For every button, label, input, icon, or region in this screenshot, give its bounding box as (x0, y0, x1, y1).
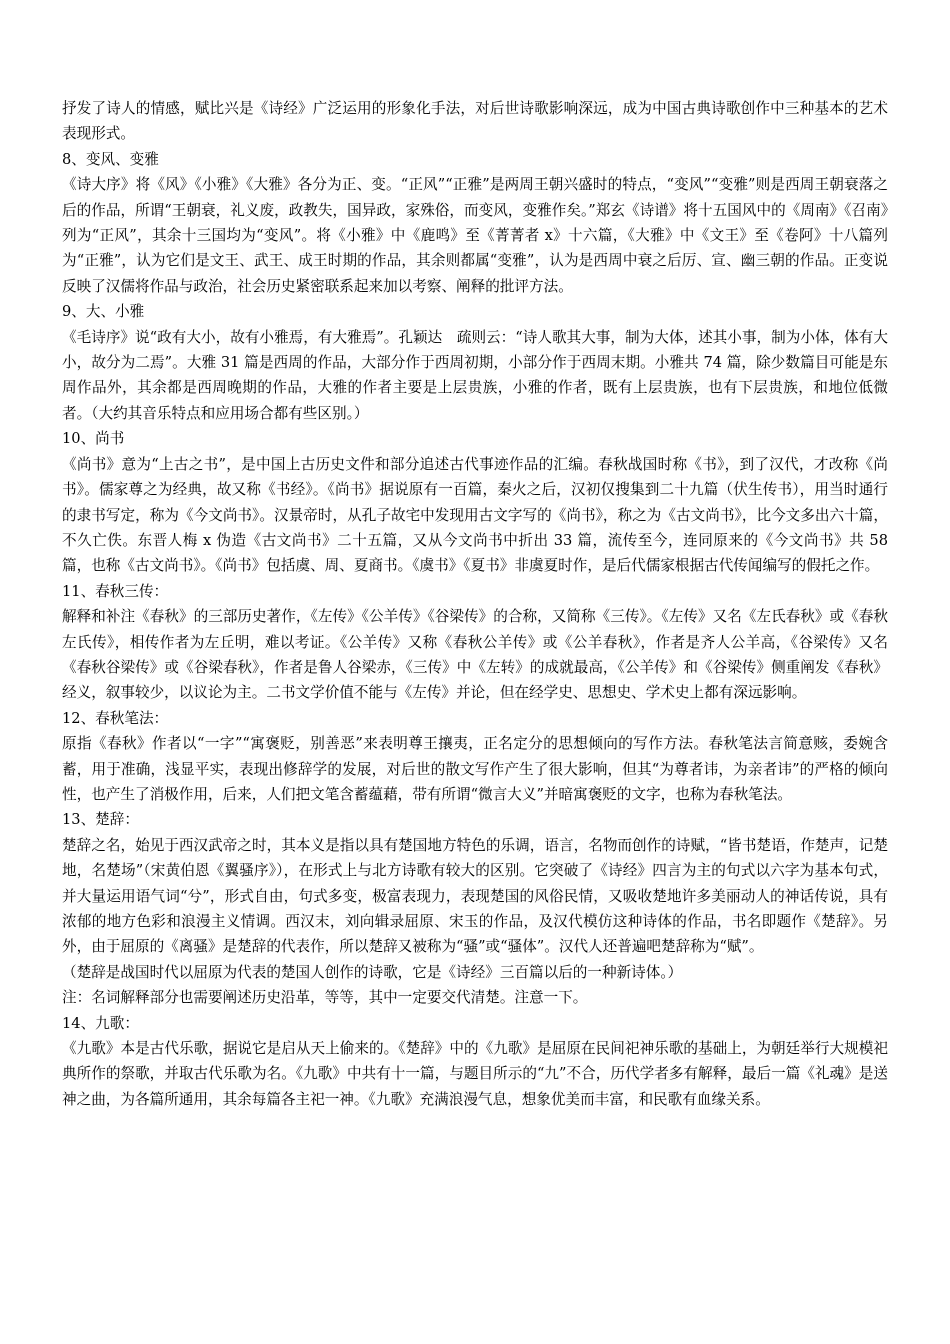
paragraph: 抒发了诗人的情感，赋比兴是《诗经》广泛运用的形象化手法，对后世诗歌影响深远，成为中国古典诗歌创作中三种基本的艺术表现形式。 (62, 100, 888, 143)
paragraph: 《诗大序》将《风》《小雅》《大雅》各分为正、变。“正风”“正雅”是两周王朝兴盛时的特点，“变风”“变雅”则是西周王朝衰落之后的作品，所谓“王朝衰，礼义废，政教失，国异政，家殊俗，而变风，变雅作矣。”郑玄《诗谱》将十五国风中的《周南》《召南》列为“正风”，其余十三国均为“变风”。将《小雅》中《鹿鸣》至《菁菁者 x》十六篇，《大雅》中《文王》至《卷阿》十八篇列为“正雅”，认为它们是文王、武王、成王时期的作品，其余则都属“变雅”，认为是西周中衰之后厉、宣、幽三朝的作品。正变说反映了汉儒将作品与政治，社会历史紧密联系起来加以考察、阐释的批评方法。 (62, 176, 888, 295)
section-heading: 11、春秋三传： (62, 582, 169, 600)
paragraph: 楚辞之名，始见于西汉武帝之时，其本义是指以具有楚国地方特色的乐调，语言，名物而创作的诗赋，“皆书楚语，作楚声，记楚地，名楚场”（宋黄伯恩《翼骚序》），在形式上与北方诗歌有较大的区别。它突破了《诗经》四言为主的句式以六字为基本句式，并大量运用语气词“兮”，形式自由，句式多变，极富表现力，表现楚国的风俗民情，又吸收楚地许多美丽动人的神话传说，具有浓郁的地方色彩和浪漫主义情调。西汉末，刘向辑录屈原、宋玉的作品，及汉代模仿这种诗体的作品，书名即题作《楚辞》。另外，由于屈原的《离骚》是楚辞的代表作，所以楚辞又被称为“骚”或“骚体”。汉代人还普遍吧楚辞称为“赋”。 (62, 836, 888, 956)
section-heading: 10、尚书 (62, 430, 125, 448)
section-heading: 9、大、小雅 (62, 303, 145, 321)
note-paragraph: 注：名词解释部分也需要阐述历史沿革，等等，其中一定要交代清楚。注意一下。 (62, 989, 588, 1007)
section-heading: 13、楚辞： (62, 811, 139, 829)
paragraph: 《尚书》意为“上古之书”，是中国上古历史文件和部分追述古代事迹作品的汇编。春秋战国时称《书》，到了汉代，才改称《尚书》。儒家尊之为经典，故又称《书经》。《尚书》据说原有一百篇，秦火之后，汉初仅搜集到二十九篇（伏生传书），用当时通行的隶书写定，称为《今文尚书》。汉景帝时，从孔子故宅中发现用古文字写的《尚书》，称之为《古文尚书》，比今文多出六十篇，不久亡佚。东晋人梅 x 伪造《古文尚书》二十五篇，又从今文尚书中折出 33 篇，流传至今，连同原来的《今文尚书》共 58 篇，也称《古文尚书》。《尚书》包括虞、周、夏商书。《虞书》《夏书》非虞夏时作，是后代儒家根据古代传闻编写的假托之作。 (62, 455, 888, 575)
section-heading: 12、春秋笔法： (62, 709, 169, 727)
section-heading: 8、变风、变雅 (62, 150, 159, 168)
paragraph: 原指《春秋》作者以“一字”“寓褒贬，别善恶”来表明尊王攘夷，正名定分的思想倾向的写作方法。春秋笔法言简意赅，委婉含蓄，用于准确，浅显平实，表现出修辞学的发展，对后世的散文写作产生了很大影响，但其“为尊者讳，为亲者讳”的严格的倾向性，也产生了消极作用，后来，人们把文笔含蓄蕴藉，带有所谓“微言大义”并暗寓褒贬的文字，也称为春秋笔法。 (62, 735, 888, 803)
paragraph: 解释和补注《春秋》的三部历史著作，《左传》《公羊传》《谷梁传》的合称，又简称《三传》。《左传》又名《左氏春秋》或《春秋左氏传》，相传作者为左丘明，难以考证。《公羊传》又称《春秋公羊传》或《公羊春秋》，作者是齐人公羊高，《谷梁传》又名《春秋谷梁传》或《谷梁春秋》，作者是鲁人谷梁赤，《三传》中《左转》的成就最高，《公羊传》和《谷梁传》侧重阐发《春秋》经义，叙事较少，以议论为主。二书文学价值不能与《左传》并论，但在经学史、思想史、学术史上都有深远影响。 (62, 608, 888, 702)
paragraph: 《九歌》本是古代乐歌，据说它是启从天上偷来的。《楚辞》中的《九歌》是屈原在民间祀神乐歌的基础上，为朝廷举行大规模祀典所作的祭歌，并取古代乐歌为名。《九歌》中共有十一篇，与题目所示的“九”不合，历代学者多有解释，最后一篇《礼魂》是送神之曲，为各篇所通用，其余每篇各主祀一神。《九歌》充满浪漫气息，想象优美而丰富，和民歌有血缘关系。 (62, 1040, 888, 1108)
paragraph: （楚辞是战国时代以屈原为代表的楚国人创作的诗歌，它是《诗经》三百篇以后的一种新诗体。） (62, 963, 683, 981)
section-heading: 14、九歌： (62, 1014, 139, 1032)
document-page (62, 96, 888, 1112)
paragraph: 《毛诗序》说“政有大小，故有小雅焉，有大雅焉”。孔颖达 疏则云：“诗人歌其大事，制为大体，述其小事，制为小体，体有大小，故分为二焉”。大雅 31 篇是西周的作品，大部分作于西周初期，小部分作于西周末期。小雅共 74 篇，除少数篇目可能是东周作品外，其余都是西周晚期的作品，大雅的作者主要是上层贵族，小雅的作者，既有上层贵族，也有下层贵族，和地位低微者。（大约其音乐特点和应用场合都有些区别。） (62, 328, 888, 422)
